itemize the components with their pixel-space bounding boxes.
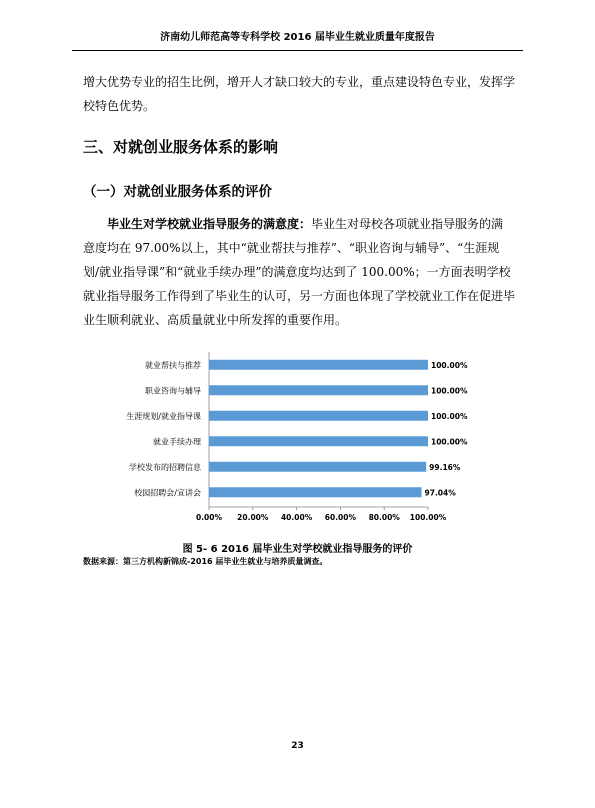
x-tick-label: 20.00% (237, 513, 269, 522)
paragraph-body: 毕业生对母校各项就业指导服务的满意度均在 97.00%以上，其中“就业帮扶与推荐”、“职业咨询与辅导”、“生涯规划/就业指导课”和“就业手续办理”的满意度均达到了 100.00%；一方面表明学校就业指导服务工作得到了毕业生的认可，另一方面也体现了学校就业工作在促进毕业生顺利就业、高质量就业中所发挥的重要作用。 (83, 217, 516, 327)
satisfaction-bar-chart (95, 350, 495, 530)
data-label: 100.00% (431, 360, 468, 370)
bar (209, 360, 428, 370)
category-label: 职业咨询与辅导 (145, 386, 201, 396)
data-label: 100.00% (431, 386, 468, 396)
category-label: 就业帮扶与推荐 (145, 360, 201, 370)
x-tick-label: 100.00% (409, 513, 447, 522)
figure-caption: 图 5- 6 2016 届毕业生对学校就业指导服务的评价 (182, 544, 413, 555)
x-tick-label: 60.00% (324, 513, 357, 522)
category-label: 学校发布的招聘信息 (129, 462, 201, 472)
data-label: 100.00% (431, 437, 468, 447)
bar (209, 436, 428, 446)
section-heading: 三、对就创业服务体系的影响 (83, 138, 279, 156)
category-label: 生涯规划/就业指导课 (126, 411, 201, 421)
bar (209, 385, 428, 395)
intro-paragraph: 增大优势专业的招生比例，增开人才缺口较大的专业，重点建设特色专业，发挥学校特色优势。 (83, 75, 516, 113)
paragraph-lead: 毕业生对学校就业指导服务的满意度： (107, 217, 312, 231)
category-label: 校园招聘会/宣讲会 (134, 488, 201, 498)
x-tick-label: 80.00% (368, 513, 400, 522)
bar (209, 487, 422, 497)
bar (209, 462, 426, 472)
bar (209, 411, 428, 421)
data-label: 100.00% (431, 411, 468, 421)
data-source-note: 数据来源：第三方机构新锦成-2016 届毕业生就业与培养质量调查。 (83, 557, 328, 566)
category-label: 就业手续办理 (153, 437, 201, 447)
data-label: 99.16% (429, 462, 461, 472)
page-number: 23 (291, 741, 304, 751)
x-tick-label: 0.00% (195, 513, 223, 522)
data-label: 97.04% (424, 488, 456, 498)
x-tick-label: 40.00% (280, 513, 313, 522)
satisfaction-paragraph (83, 212, 515, 332)
header-rule (72, 50, 523, 51)
subsection-heading: （一）对就创业服务体系的评价 (83, 184, 272, 200)
running-header: 济南幼儿师范高等专科学校 2016 届毕业生就业质量年度报告 (160, 32, 435, 43)
